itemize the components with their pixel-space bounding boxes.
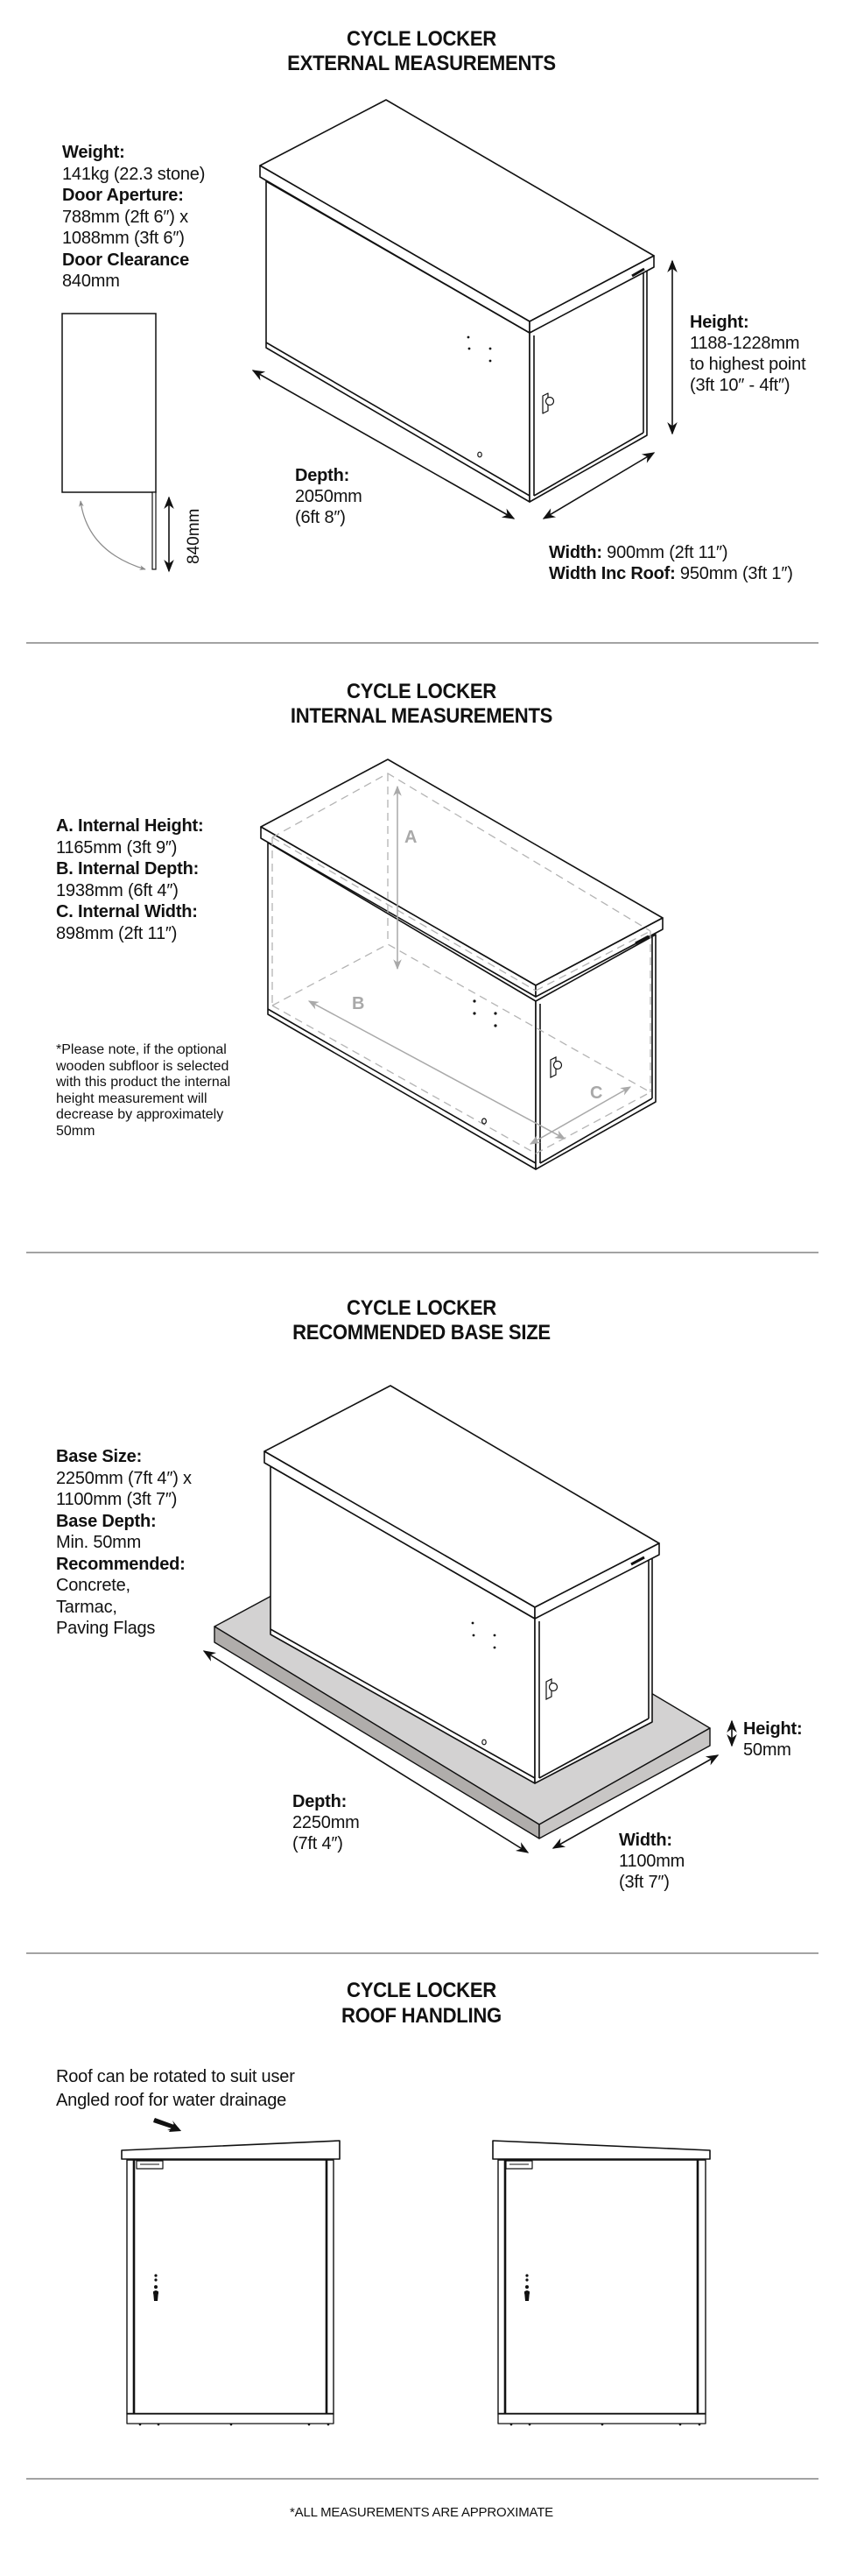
section-subtitle: INTERNAL MEASUREMENTS: [290, 704, 553, 728]
door-clearance-dimension: 840mm: [185, 508, 203, 564]
label-c: C: [590, 1083, 603, 1103]
base-height-label: Height:: [743, 1719, 803, 1739]
base-depth-dim-value-1: 2250mm: [292, 1813, 360, 1832]
pointer-arrow-icon: [153, 2118, 181, 2132]
label-a: A: [404, 828, 418, 847]
door-aperture-value-1: 788mm (2ft 6″) x: [62, 207, 188, 227]
internal-width-value: 898mm (2ft 11″): [56, 923, 178, 943]
door-clearance-value: 840mm: [62, 272, 120, 291]
width-inc-roof-value: 950mm (3ft 1″): [675, 564, 793, 583]
base-width-value-1: 1100mm: [619, 1852, 685, 1871]
height-value-3: (3ft 10″ - 4ft″): [690, 376, 790, 395]
weight-label: Weight:: [62, 143, 125, 162]
base-size-label: Base Size:: [56, 1447, 143, 1466]
section-title: CYCLE LOCKER: [347, 27, 496, 51]
door-clearance-label: Door Clearance: [62, 250, 190, 270]
subfloor-note: *Please note, if the optional wooden subfloor is selected with this product the internal height measurement will decrease by approximately 50mm: [56, 1042, 231, 1139]
label-b: B: [352, 994, 365, 1013]
approximate-disclaimer: *ALL MEASUREMENTS ARE APPROXIMATE: [290, 2505, 553, 2520]
internal-height-value: 1165mm (3ft 9″): [56, 837, 178, 857]
base-width-label: Width:: [619, 1831, 672, 1850]
width-inc-roof-label: Width Inc Roof:: [549, 564, 676, 583]
door-aperture-value-2: 1088mm (3ft 6″): [62, 229, 185, 248]
locker-front-view-right: [493, 2141, 710, 2425]
roof-note-rotate: Roof can be rotated to suit user: [56, 2067, 295, 2086]
base-width-value-2: (3ft 7″): [619, 1873, 670, 1892]
base-size-value-1: 2250mm (7ft 4″) x: [56, 1468, 192, 1488]
base-depth-dim-label: Depth:: [292, 1792, 348, 1811]
base-depth-value: Min. 50mm: [56, 1533, 142, 1552]
door-aperture-label: Door Aperture:: [62, 186, 184, 205]
weight-value: 141kg (22.3 stone): [62, 164, 206, 184]
height-label: Height:: [690, 313, 749, 332]
base-size-value-2: 1100mm (3ft 7″): [56, 1490, 178, 1509]
width-label: Width:: [549, 543, 602, 562]
depth-label: Depth:: [295, 466, 350, 485]
height-value-2: to highest point: [690, 355, 806, 374]
internal-width-label: C. Internal Width:: [56, 902, 198, 921]
internal-height-label: A. Internal Height:: [56, 816, 204, 836]
section-title: CYCLE LOCKER: [347, 680, 496, 703]
height-value-1: 1188-1228mm: [690, 334, 800, 353]
section-title: CYCLE LOCKER: [347, 1979, 496, 2002]
recommended-value-3: Paving Flags: [56, 1619, 156, 1638]
section-subtitle: EXTERNAL MEASUREMENTS: [287, 52, 556, 75]
internal-depth-value: 1938mm (6ft 4″): [56, 880, 179, 900]
recommended-value-2: Tarmac,: [56, 1597, 117, 1617]
base-height-value: 50mm: [743, 1740, 791, 1760]
section-divider: [26, 2478, 818, 2480]
recommended-value-1: Concrete,: [56, 1576, 130, 1595]
depth-value-1: 2050mm: [295, 487, 362, 506]
width-value: 900mm (2ft 11″): [601, 543, 728, 562]
section-subtitle: ROOF HANDLING: [341, 2004, 502, 2028]
recommended-label: Recommended:: [56, 1554, 186, 1574]
base-depth-dim-value-2: (7ft 4″): [292, 1834, 343, 1853]
base-depth-label: Base Depth:: [56, 1511, 157, 1531]
internal-depth-label: B. Internal Depth:: [56, 859, 200, 879]
locker-front-view-left: [122, 2141, 340, 2425]
roof-note-drainage: Angled roof for water drainage: [56, 2091, 287, 2110]
section-title: CYCLE LOCKER: [347, 1296, 496, 1320]
depth-value-2: (6ft 8″): [295, 508, 346, 527]
section-subtitle: RECOMMENDED BASE SIZE: [292, 1321, 551, 1344]
